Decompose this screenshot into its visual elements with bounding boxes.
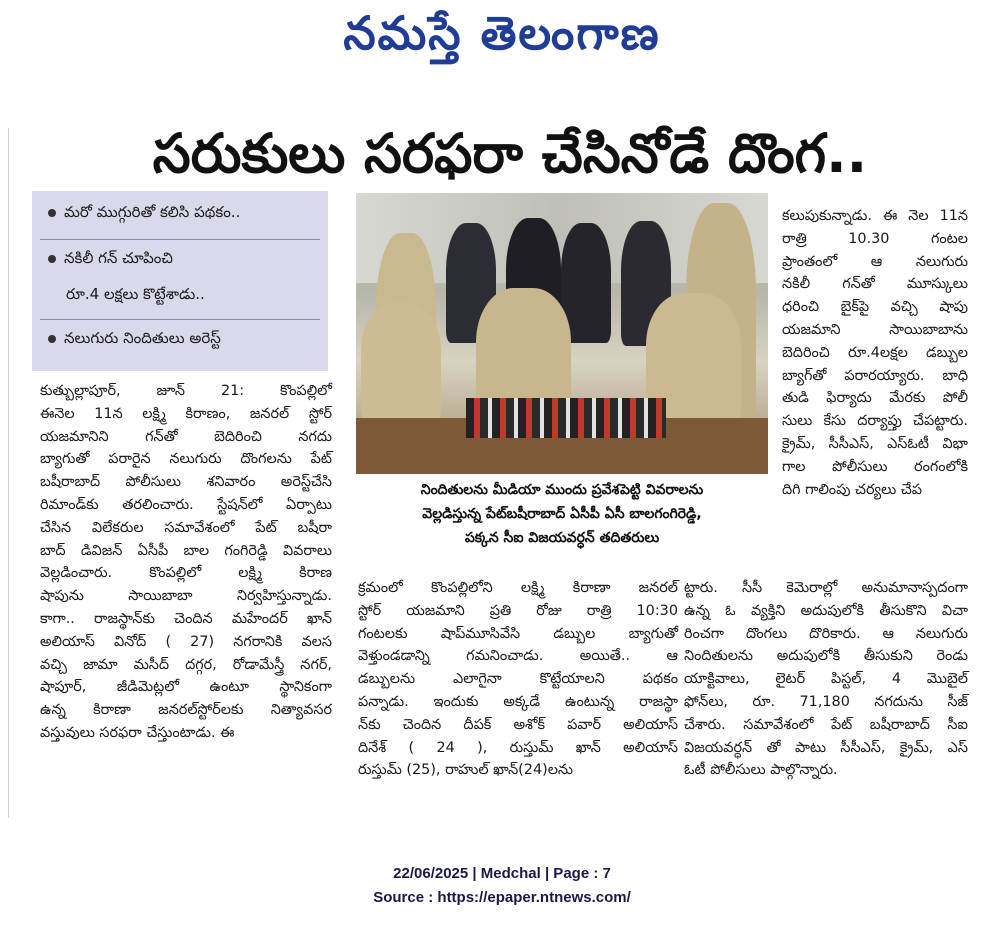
article-line: వెళ్తుండడాన్ని గమనించాడు. అయితే.. ఆ xyxy=(358,648,678,665)
article-line: వచ్చి జామా మసీద్ దగ్గర, రోడామేస్త్రీ నగర్, xyxy=(40,656,332,673)
article-line: వస్తువులు సరఫరా చేస్తుంటాడు. ఈ xyxy=(40,724,235,741)
article-line: అలియాస్ వినోద్ ( 27) నగరానికి వలస xyxy=(40,633,332,650)
article-column-2 xyxy=(358,577,678,782)
article-line: ఫోన్‌లు, రూ. 71,180 నగదును సీజ్ xyxy=(684,693,968,710)
article-line: షాపూర్, జీడిమెట్లలో ఉంటూ స్థానికంగా xyxy=(40,679,332,696)
article-line: రాత్రి 10.30 గంటల xyxy=(782,230,968,247)
column-rule xyxy=(8,128,9,818)
article-line: నకిలీ గన్‌తో మూస్కులు xyxy=(782,276,968,293)
article-line: చేసిన విలేకరుల సమావేశంలో పేట్ బషీరా xyxy=(40,519,332,536)
article-column-1 xyxy=(40,380,332,745)
press-meet-photo xyxy=(356,193,768,474)
article-line: ఉన్న ఓ వ్యక్తిని అదుపులోకి తీసుకొని విచా xyxy=(684,602,968,619)
article-line: సులు కేసు దర్యాప్తు చేపట్టారు. xyxy=(782,413,968,430)
article-line: వెల్లడించారు. కొంపల్లిలో లక్ష్మి కిరాణ xyxy=(40,565,332,582)
article-line: తుడి ఫిర్యాదు మేరకు పోలీ xyxy=(782,390,968,407)
highlight-text-cont: రూ.4 లక్షలు కొట్టేశాడు.. xyxy=(66,285,205,303)
article-line: బాద్ డివిజన్ ఏసీపీ బాల గంగిరెడ్డి వివరాలు xyxy=(40,542,332,559)
bullet-icon xyxy=(48,255,56,263)
article-column-4 xyxy=(684,577,968,782)
highlights-box xyxy=(32,191,328,371)
article-line: యజమాని సాయిబాబాను xyxy=(782,321,968,338)
article-line: ట్టారు. సీసీ కెమెరాల్లో అనుమానాస్పదంగా xyxy=(684,580,968,596)
article-line: గంటలకు షాప్‌మూసివేసి డబ్బుల బ్యాగుతో xyxy=(358,625,678,642)
newspaper-masthead: నమస్తే తెలంగాణ xyxy=(343,6,661,60)
edition-info: 22/06/2025 | Medchal | Page : 7 xyxy=(393,865,611,882)
article-line: యాక్టివాలు, లైటర్ పిస్టల్, 4 మొబైల్ xyxy=(684,671,968,688)
caption-line: పక్కన సీఐ విజయవర్ధన్ తదితరులు xyxy=(464,530,660,546)
article-line: కాగా.. రాజస్థాన్‌కు చెందిన మహేందర్ ఖాన్ xyxy=(40,610,332,627)
article-headline: సరుకులు సరఫరా చేసినోడే దొంగ.. xyxy=(152,122,868,185)
photo-microphones xyxy=(466,398,666,438)
article-line: బ్యాగ్‌తో పరారయ్యారు. బాధి xyxy=(782,367,968,384)
article-line: న్‌కు చెందిన దీపక్ అశోక్ పవార్ అలియాస్ xyxy=(358,716,678,733)
article-line: బ్యాగుతో పరారైన నలుగురు దొంగలను పేట్ xyxy=(40,451,332,468)
article-line: ధరించి బైక్‌పై వచ్చి షాపు xyxy=(782,299,968,316)
caption-line: నిందితులను మీడియా ముందు ప్రవేశపెట్టి వివరాలను xyxy=(420,482,704,498)
article-line: దినేశ్ ( 24 ), రుస్తుమ్ ఖాన్ అలియాస్ xyxy=(358,739,678,756)
article-line: డబ్బులను ఎలాగైనా కొట్టేయాలని పథకం xyxy=(358,671,678,688)
highlight-text: మరో ముగ్గురితో కలిసి పథకం.. xyxy=(64,203,241,221)
highlight-item xyxy=(48,329,221,351)
article-line: కుత్బుల్లాపూర్, జూన్ 21: కొంపల్లిలో xyxy=(40,383,332,399)
article-line: బెదిరించి రూ.4లక్షల డబ్బుల xyxy=(782,344,968,361)
article-line: ప్రాంతంలో ఆ నలుగురు xyxy=(782,253,968,270)
article-line: షాపును సాయిబాబా నిర్వహిస్తున్నాడు. xyxy=(40,588,332,605)
photo-caption xyxy=(356,478,768,550)
article-line: ఈనెల 11న లక్ష్మి కిరాణం, జనరల్ స్టోర్ xyxy=(40,405,332,422)
article-line: కలుపుకున్నాడు. ఈ నెల 11న xyxy=(782,208,968,224)
source-link[interactable]: Source : https://epaper.ntnews.com/ xyxy=(373,889,631,906)
article-line: నిందితులను అదుపులోకి తీసుకుని రెండు xyxy=(684,648,968,665)
article-line: రుస్తుమ్ (25), రాహుల్ ఖాన్(24)లను xyxy=(358,762,574,779)
article-line: యజమానిని గన్‌తో బెదిరించి నగదు xyxy=(40,428,332,445)
article-line: ఉన్న కిరాణా జనరల్‌స్టోర్‌లకు నిత్యావసర xyxy=(40,702,332,719)
highlight-divider xyxy=(40,319,320,320)
bullet-icon xyxy=(48,209,56,217)
photo-officer xyxy=(361,303,441,423)
bullet-icon xyxy=(48,335,56,343)
article-line: గాల పోలీసులు రంగంలోకి xyxy=(782,458,968,475)
article-line: రించగా దొంగలు దొరికారు. ఆ నలుగురు xyxy=(684,625,968,642)
article-line: రిమాండ్‌కు తరలించారు. స్టేషన్‌లో ఏర్పాటు xyxy=(40,496,332,513)
article-line: క్రమంలో కొంపల్లిలోని లక్ష్మి కిరాణా జనరల్ xyxy=(358,580,678,596)
article-line: చేశారు. సమావేశంలో పేట్ బషీరాబాద్ సీఐ xyxy=(684,716,968,733)
highlight-divider xyxy=(40,239,320,240)
article-line: స్టోర్ యజమాని ప్రతి రోజు రాత్రి 10:30 xyxy=(358,602,678,619)
highlight-item xyxy=(48,249,173,271)
article-column-3 xyxy=(782,205,968,501)
article-line: దిగి గాలింపు చర్యలు చేప xyxy=(782,481,923,498)
highlight-text: నకిలీ గన్ చూపించి xyxy=(64,249,173,267)
highlight-item xyxy=(48,203,240,225)
highlight-text: నలుగురు నిందితులు అరెస్ట్ xyxy=(64,329,221,347)
article-line: విజయవర్ధన్ తో పాటు సీసీఎస్, క్రైమ్, ఎస్ xyxy=(684,739,968,756)
article-line: బషీరాబాద్ పోలీసులు శనివారం అరెస్ట్‌చేసి xyxy=(40,474,332,491)
caption-line: వెల్లడిస్తున్న పేట్‌బషీరాబాద్ ఏసీపీ ఏసీ బాలగంగిరెడ్డి, xyxy=(422,506,702,522)
article-line: పన్నాడు. ఇందుకు అక్కడే ఉంటున్న రాజస్థా xyxy=(358,693,678,710)
article-line: క్రైమ్, సీసీఎస్, ఎస్ఓటీ విభా xyxy=(782,435,968,452)
article-line: ఓటీ పోలీసులు పాల్గొన్నారు. xyxy=(684,762,838,779)
